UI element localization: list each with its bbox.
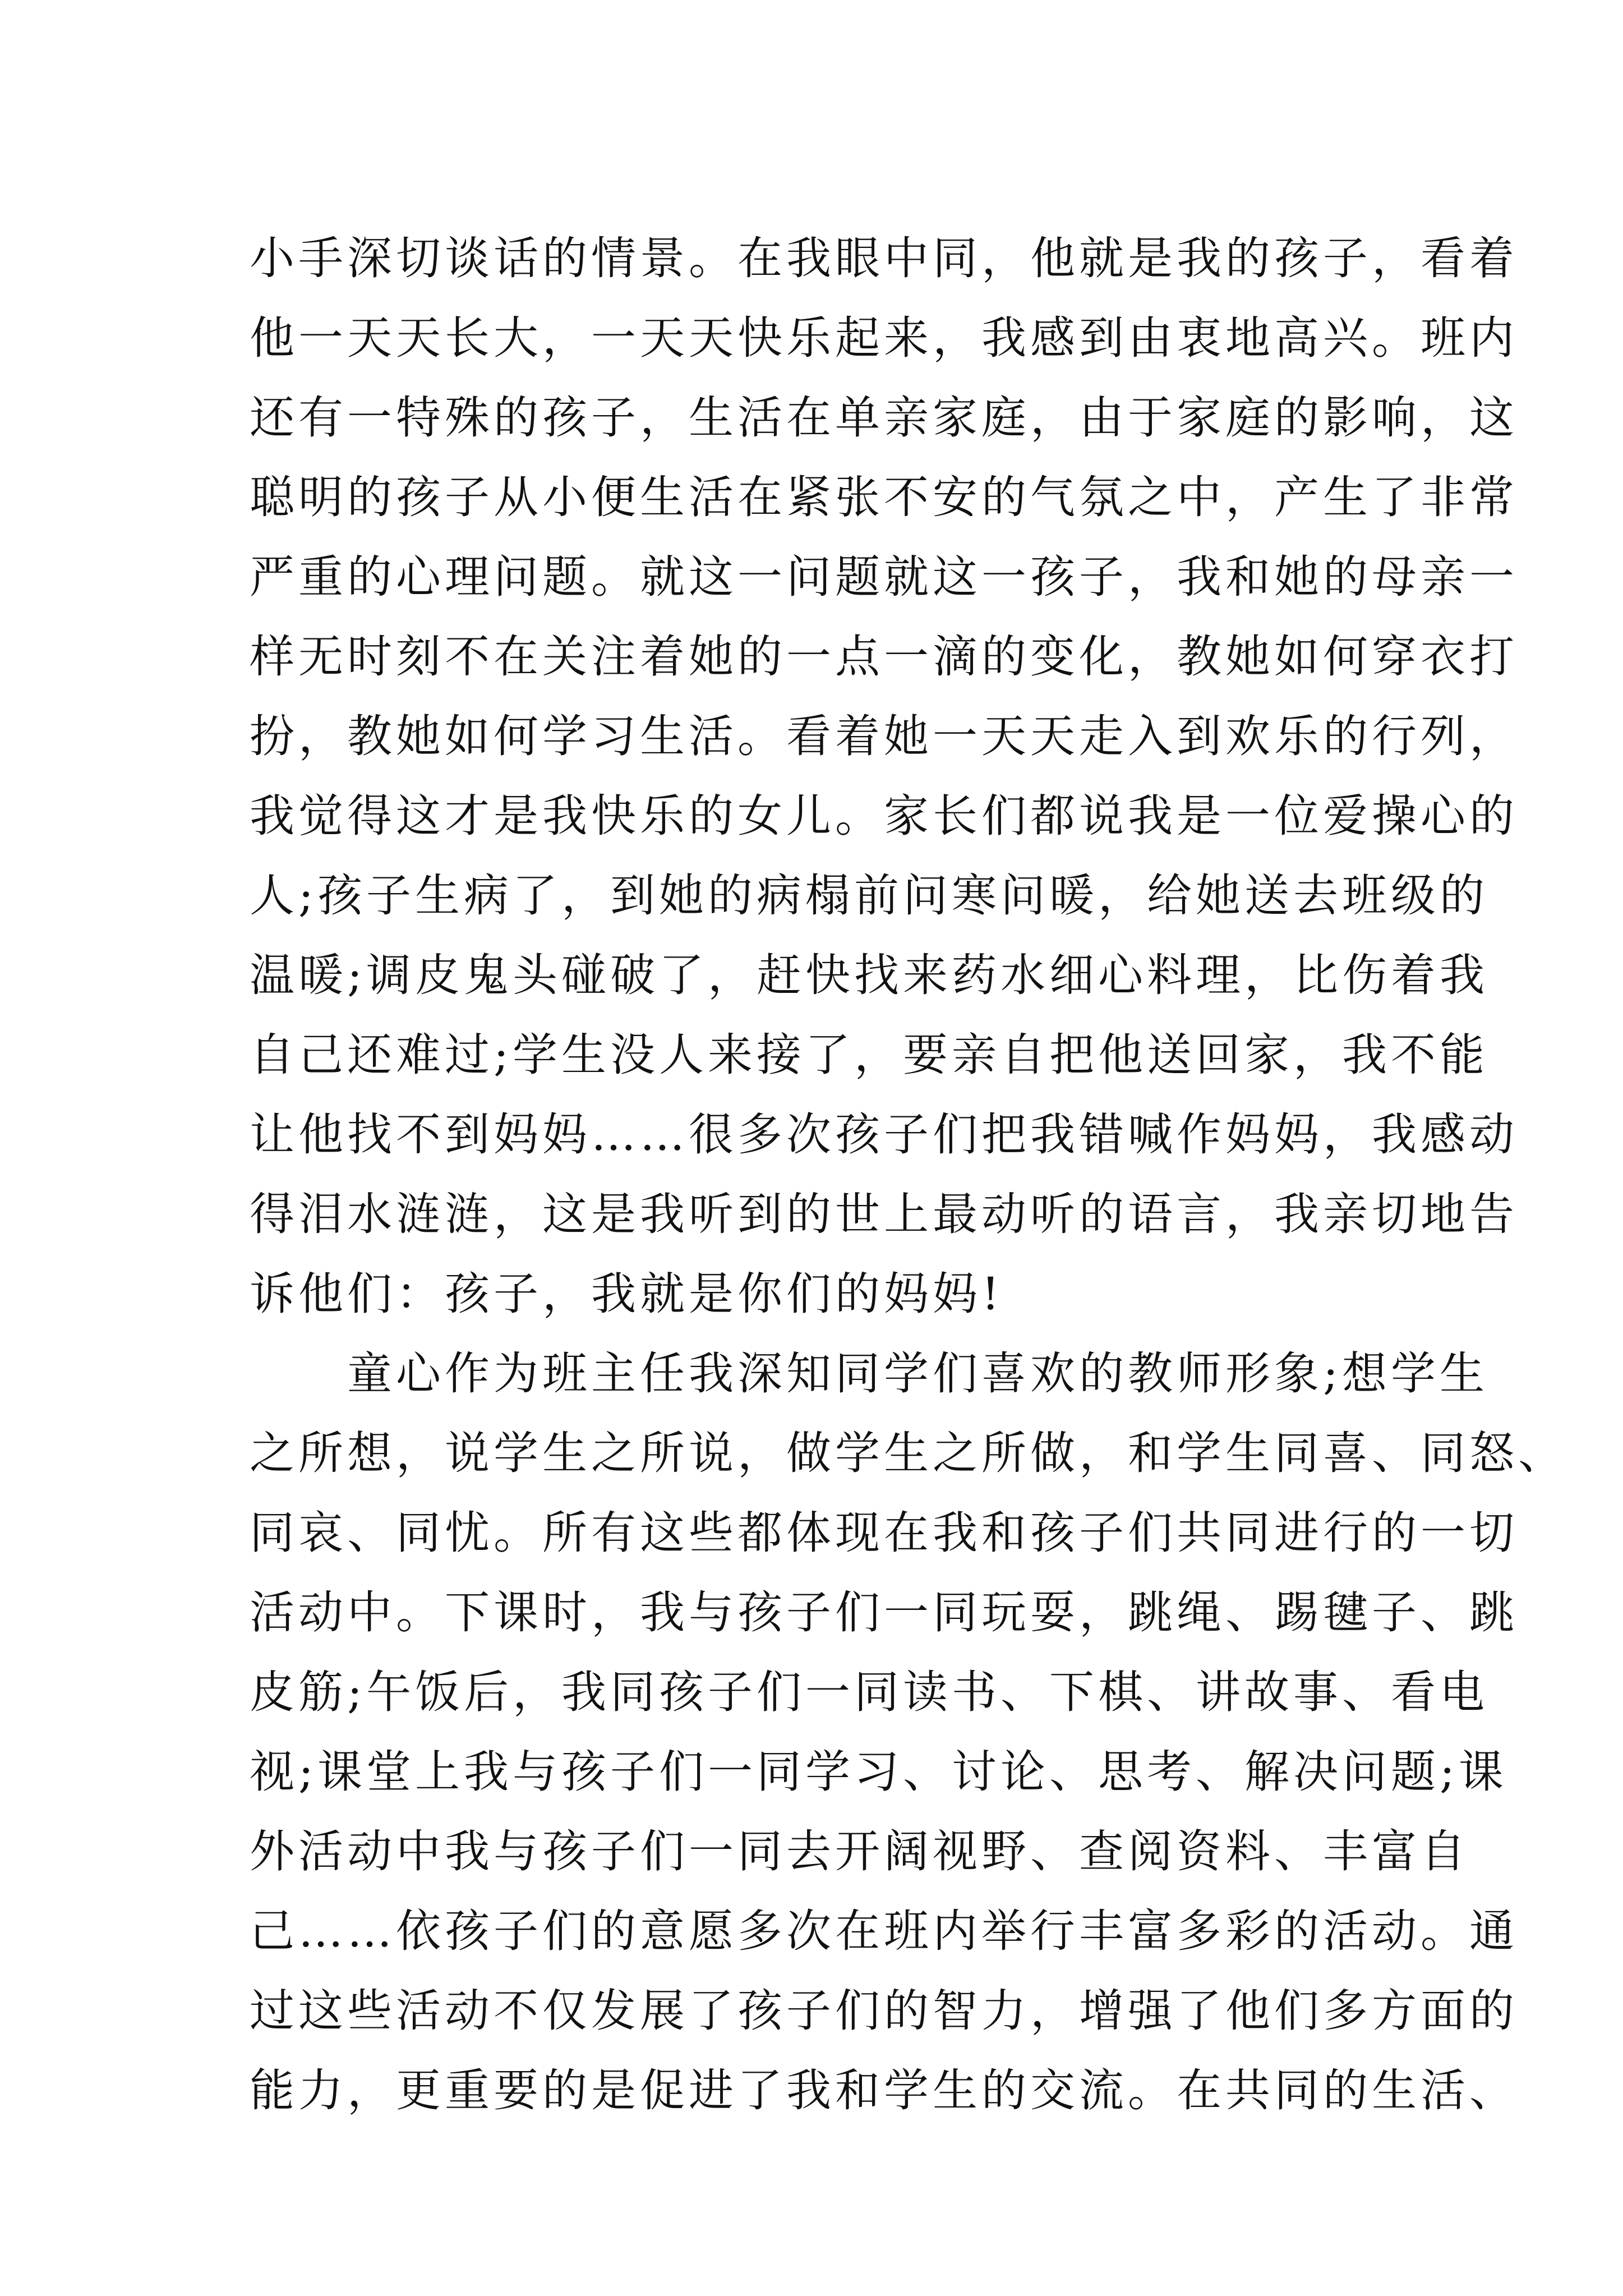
text-line: 温暖;调皮鬼头碰破了，赶快找来药水细心料理，比伤着我 — [250, 949, 1488, 1001]
text-line: 之所想，说学生之所说，做学生之所做，和学生同喜、同怒、 — [250, 1427, 1567, 1479]
text-line: 聪明的孩子从小便生活在紧张不安的气氛之中，产生了非常 — [250, 471, 1518, 523]
text-line: 外活动中我与孩子们一同去开阔视野、查阅资料、丰富自 — [250, 1825, 1469, 1878]
text-line: 己……依孩子们的意愿多次在班内举行丰富多彩的活动。通 — [250, 1905, 1518, 1957]
text-line: 还有一特殊的孩子，生活在单亲家庭，由于家庭的影响，这 — [250, 392, 1518, 444]
text-line: 过这些活动不仅发展了孩子们的智力，增强了他们多方面的 — [250, 1985, 1518, 2037]
text-line: 诉他们：孩子，我就是你们的妈妈! — [250, 1268, 1004, 1320]
body-text — [250, 219, 1567, 2131]
text-line: 样无时刻不在关注着她的一点一滴的变化，教她如何穿衣打 — [250, 631, 1518, 683]
text-line: 人;孩子生病了，到她的病榻前问寒问暖，给她送去班级的 — [250, 869, 1488, 922]
text-line: 视;课堂上我与孩子们一同学习、讨论、思考、解决问题;课 — [250, 1746, 1507, 1798]
text-line: 活动中。下课时，我与孩子们一同玩耍，跳绳、踢毽子、跳 — [250, 1586, 1518, 1639]
text-line: 让他找不到妈妈……很多次孩子们把我错喊作妈妈，我感动 — [250, 1108, 1518, 1161]
text-line: 童心作为班主任我深知同学们喜欢的教师形象;想学生 — [250, 1347, 1488, 1400]
text-line: 得泪水涟涟，这是我听到的世上最动听的语言，我亲切地告 — [250, 1188, 1518, 1240]
text-line: 皮筋;午饭后，我同孩子们一同读书、下棋、讲故事、看电 — [250, 1666, 1488, 1718]
text-line: 能力，更重要的是促进了我和学生的交流。在共同的生活、 — [250, 2064, 1518, 2116]
text-line: 小手深切谈话的情景。在我眼中同，他就是我的孩子，看着 — [250, 232, 1518, 284]
text-line: 扮，教她如何学习生活。看着她一天天走入到欢乐的行列， — [250, 710, 1518, 762]
text-line: 同哀、同忧。所有这些都体现在我和孩子们共同进行的一切 — [250, 1507, 1518, 1559]
text-line: 严重的心理问题。就这一问题就这一孩子，我和她的母亲一 — [250, 551, 1518, 603]
text-line: 我觉得这才是我快乐的女儿。家长们都说我是一位爱操心的 — [250, 790, 1518, 842]
text-line: 他一天天长大，一天天快乐起来，我感到由衷地高兴。班内 — [250, 312, 1518, 364]
text-line: 自己还难过;学生没人来接了，要亲自把他送回家，我不能 — [250, 1029, 1488, 1081]
